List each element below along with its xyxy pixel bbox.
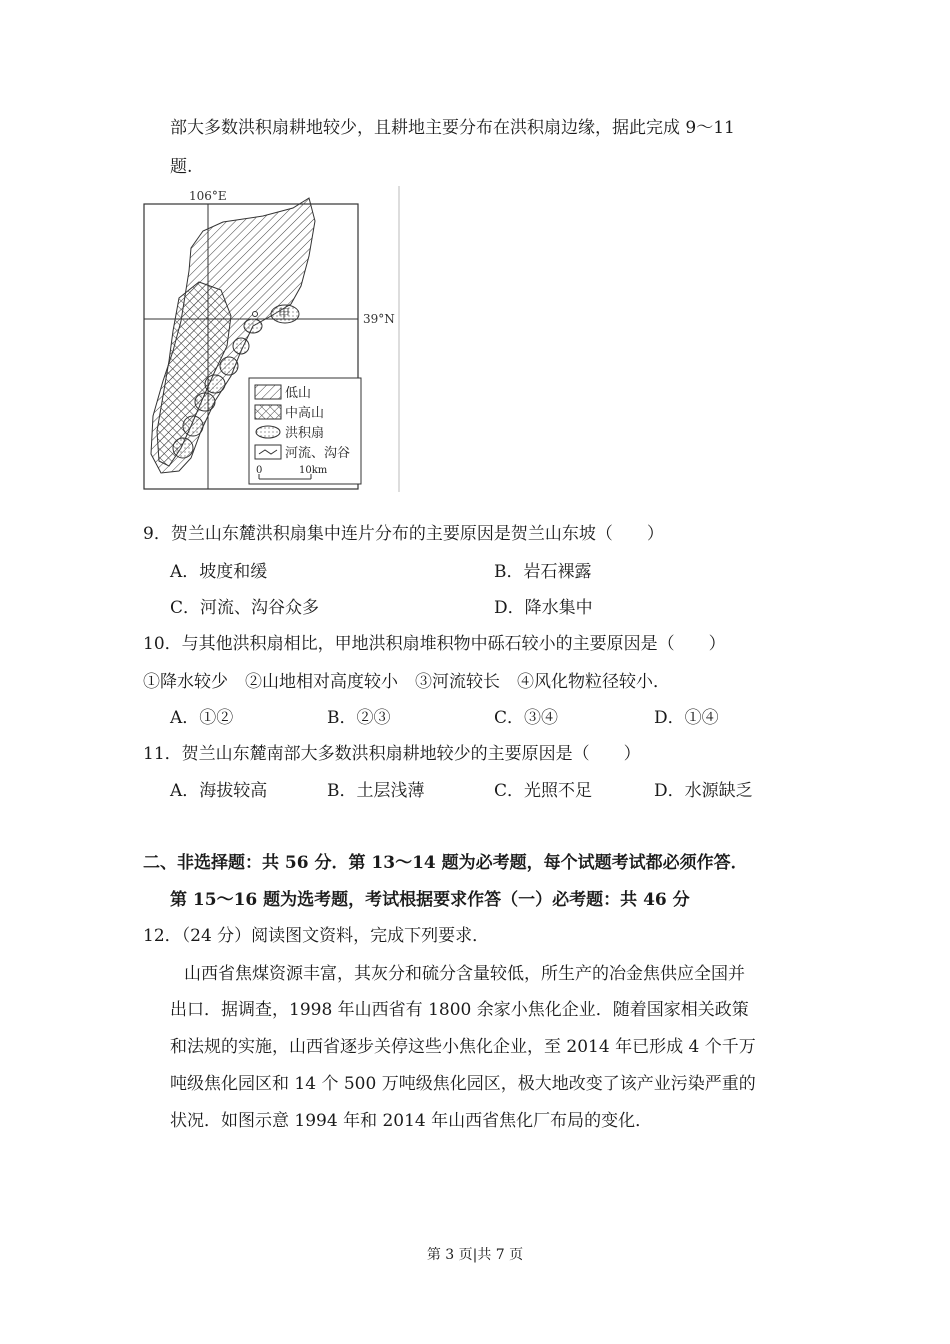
legend-alluvial-fan: 洪积扇 (285, 426, 325, 441)
helan-mountain-map (143, 186, 405, 492)
q12-paragraph-line-2: 出口．据调查，1998 年山西省有 1800 余家小焦化企业．随着国家相关政策 (170, 1000, 749, 1020)
q12-paragraph-line-3: 和法规的实施，山西省逐步关停这些小焦化企业，至 2014 年已形成 4 个千万 (170, 1037, 756, 1057)
scale-zero: 0 (256, 465, 263, 476)
q9-option-a: A．坡度和缓 (170, 562, 268, 582)
scale-label: 10km (299, 465, 328, 476)
intro-line-2: 题. (170, 157, 193, 177)
q11-option-c: C．光照不足 (494, 781, 593, 801)
q9-option-c: C．河流、沟谷众多 (170, 598, 320, 618)
q10-stem: 10．与其他洪积扇相比，甲地洪积扇堆积物中砾石较小的主要原因是（ ） (143, 634, 726, 654)
longitude-label: 106°E (189, 189, 227, 203)
section2-heading-line1: 二、非选择题：共 56 分．第 13～14 题为必考题，每个试题考试都必须作答． (143, 853, 748, 873)
q12-paragraph-line-1: 山西省焦煤资源丰富，其灰分和硫分含量较低，所生产的冶金焦供应全国并 (184, 964, 745, 984)
q10-option-b: B．②③ (327, 708, 391, 728)
q9-option-d: D．降水集中 (494, 598, 593, 618)
legend-low-mountain: 低山 (285, 386, 312, 401)
q12-paragraph-line-4: 吨级焦化园区和 14 个 500 万吨级焦化园区，极大地改变了该产业污染严重的 (170, 1074, 756, 1094)
legend-river-valley: 河流、沟谷 (285, 446, 351, 461)
q11-option-d: D．水源缺乏 (654, 781, 753, 801)
section2-heading-line2: 第 15～16 题为选考题，考试根据要求作答（一）必考题：共 46 分 (170, 890, 690, 910)
q10-items: ①降水较少 ②山地相对高度较小 ③河流较长 ④风化物粒径较小． (143, 672, 670, 692)
latitude-label: 39°N (363, 312, 395, 326)
q11-option-b: B．土层浅薄 (327, 781, 425, 801)
place-label-jia: 甲 (278, 307, 291, 321)
q12-paragraph-line-5: 状况．如图示意 1994 年和 2014 年山西省焦化厂布局的变化． (170, 1111, 653, 1131)
q9-option-b: B．岩石裸露 (494, 562, 592, 582)
page-footer: 第 3 页|共 7 页 (426, 1247, 524, 1263)
intro-line-1: 部大多数洪积扇耕地较少，且耕地主要分布在洪积扇边缘，据此完成 9～11 (170, 118, 735, 138)
q10-option-d: D．①④ (654, 708, 719, 728)
q10-option-a: A．①② (170, 708, 234, 728)
q11-option-a: A．海拔较高 (170, 781, 268, 801)
legend-mid-high-mountain: 中高山 (285, 406, 325, 421)
q11-stem: 11．贺兰山东麓南部大多数洪积扇耕地较少的主要原因是（ ） (143, 744, 641, 764)
q10-option-c: C．③④ (494, 708, 559, 728)
q12-stem: 12．（24 分）阅读图文资料，完成下列要求． (143, 926, 490, 946)
q9-stem: 9．贺兰山东麓洪积扇集中连片分布的主要原因是贺兰山东坡（ ） (143, 524, 664, 544)
